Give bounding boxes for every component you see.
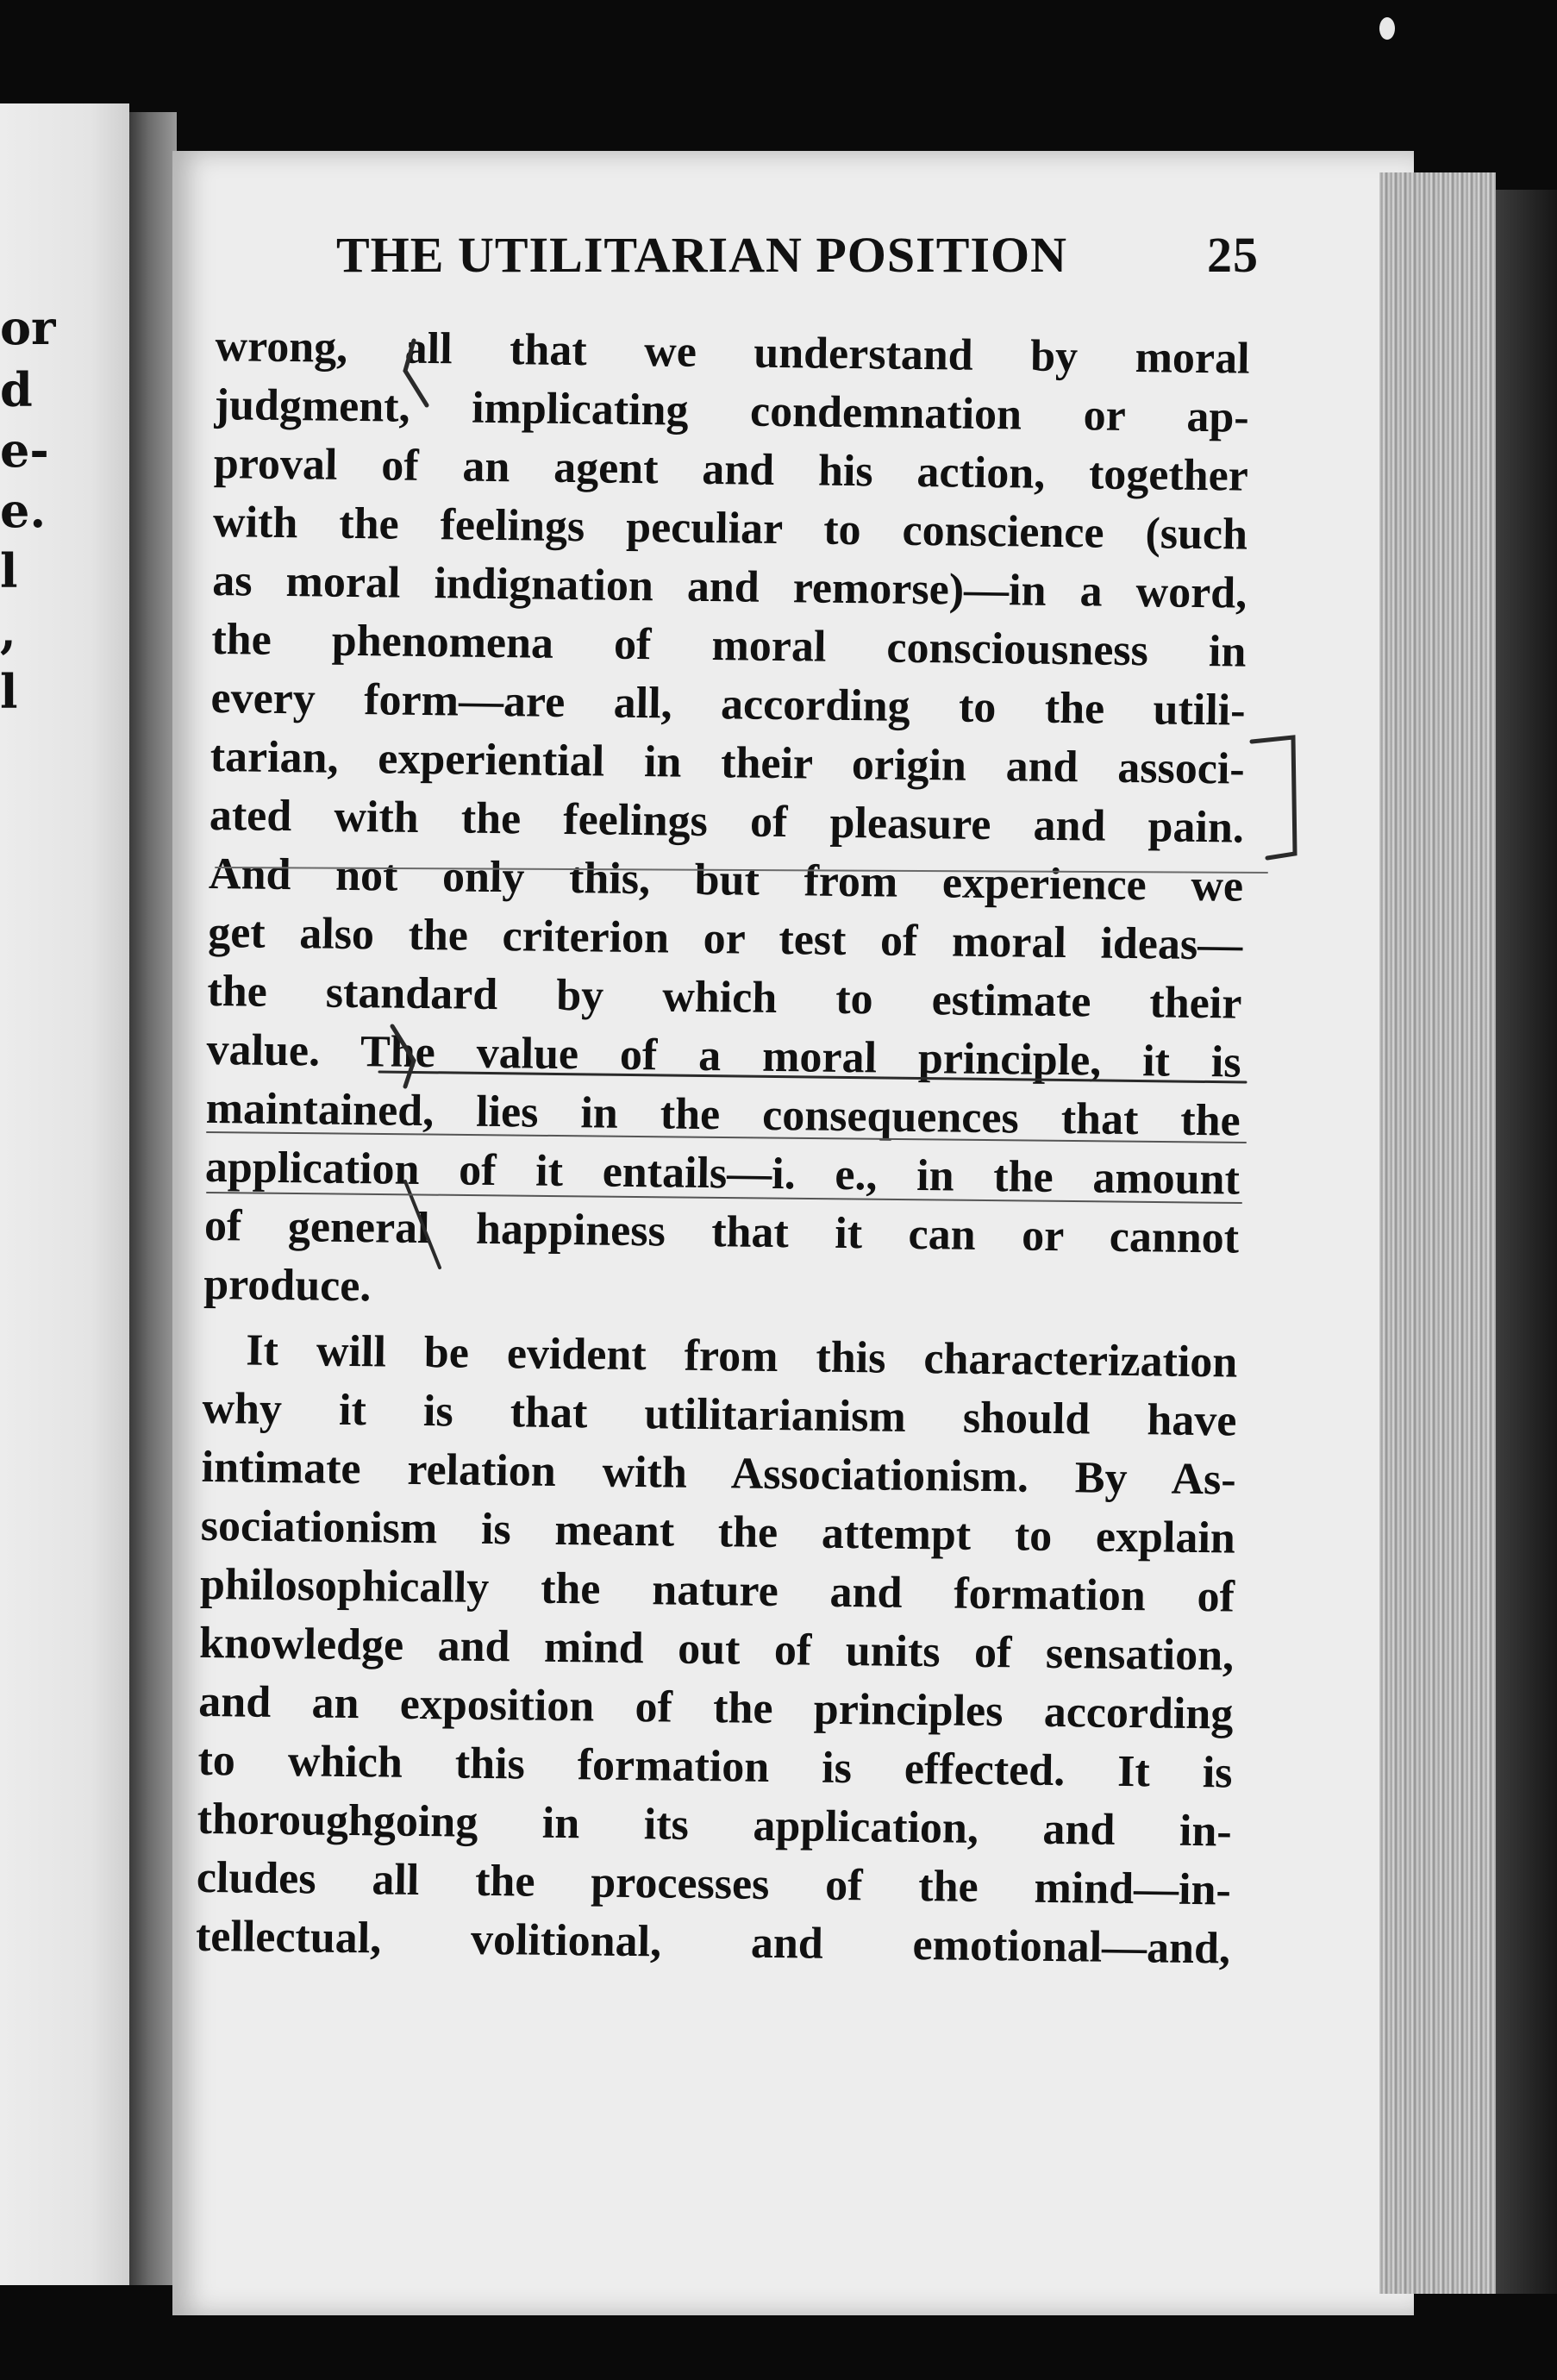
left-page-fragment: l: [0, 664, 18, 719]
left-page-fragment: d: [0, 362, 33, 417]
text-line: as moral indignation and remorse)—in a word,: [211, 555, 1247, 618]
page-body: [196, 317, 1250, 1979]
left-page-fragment: e.: [0, 483, 47, 538]
book-cover-edge: [1496, 190, 1557, 2294]
text-line: the phenomena of moral consciousness in: [211, 614, 1247, 677]
text-line: and an exposition of the principles according: [198, 1676, 1234, 1739]
text-line: to which this formation is effected. It is: [197, 1735, 1233, 1798]
text-line: proval of an agent and his action, together: [213, 438, 1249, 501]
text-line: get also the criterion or test of moral ideas—: [207, 907, 1243, 970]
page-edges: [1379, 172, 1496, 2294]
page-number: 25: [1207, 227, 1259, 283]
left-page-fragment: l: [0, 543, 18, 598]
running-head: [336, 226, 1259, 284]
text-line: produce.: [203, 1259, 372, 1312]
text-line: why it is that utilitarianism should have: [202, 1383, 1237, 1446]
left-page-fragment: ,: [0, 604, 16, 659]
text-line: wrong, all that we understand by moral: [215, 321, 1250, 384]
text-line: ated with the feelings of pleasure and pain.: [209, 790, 1245, 853]
text-line: judgment, implicating condemnation or ap-: [214, 379, 1250, 442]
text-line: knowledge and mind out of units of sensation,: [198, 1618, 1235, 1681]
text-line: And not only this, but from experience we: [208, 849, 1244, 911]
text-line: sociationism is meant the attempt to explain: [200, 1500, 1236, 1563]
text-line: with the feelings peculiar to conscience (such: [212, 497, 1248, 560]
paragraph-2: [196, 1321, 1238, 1979]
text-line: maintained, lies in the consequences that the: [205, 1083, 1241, 1146]
dust-speck: [1379, 17, 1395, 40]
text-line: tellectual, volitional, and emotional—and,: [195, 1911, 1231, 1974]
text-line: intimate relation with Associationism. By As-: [201, 1442, 1236, 1505]
book-gutter: [129, 112, 177, 2285]
left-page-fragment: or: [0, 300, 56, 355]
left-page-fragment: e-: [0, 423, 49, 478]
text-line: of general happiness that it can or cannot: [203, 1200, 1240, 1263]
text-line: It will be evident from this characterization: [246, 1325, 1238, 1387]
text-line: value. The value of a moral principle, it is: [206, 1024, 1241, 1087]
paragraph-1: [203, 317, 1250, 1327]
previous-page: [0, 103, 129, 2285]
text-line: every form—are all, according to the utili-: [210, 673, 1246, 736]
text-line: philosophically the nature and formation of: [199, 1559, 1235, 1622]
text-line: tarian, experiential in their origin and associ-: [209, 731, 1246, 794]
text-line: the standard by which to estimate their: [207, 966, 1242, 1029]
text-line: thoroughgoing in its application, and in-: [197, 1794, 1232, 1857]
text-line: application of it entails—i. e., in the amount: [204, 1142, 1241, 1205]
text-line: cludes all the processes of the mind—in-: [196, 1852, 1232, 1915]
running-head-title: THE UTILITARIAN POSITION: [336, 227, 1068, 283]
